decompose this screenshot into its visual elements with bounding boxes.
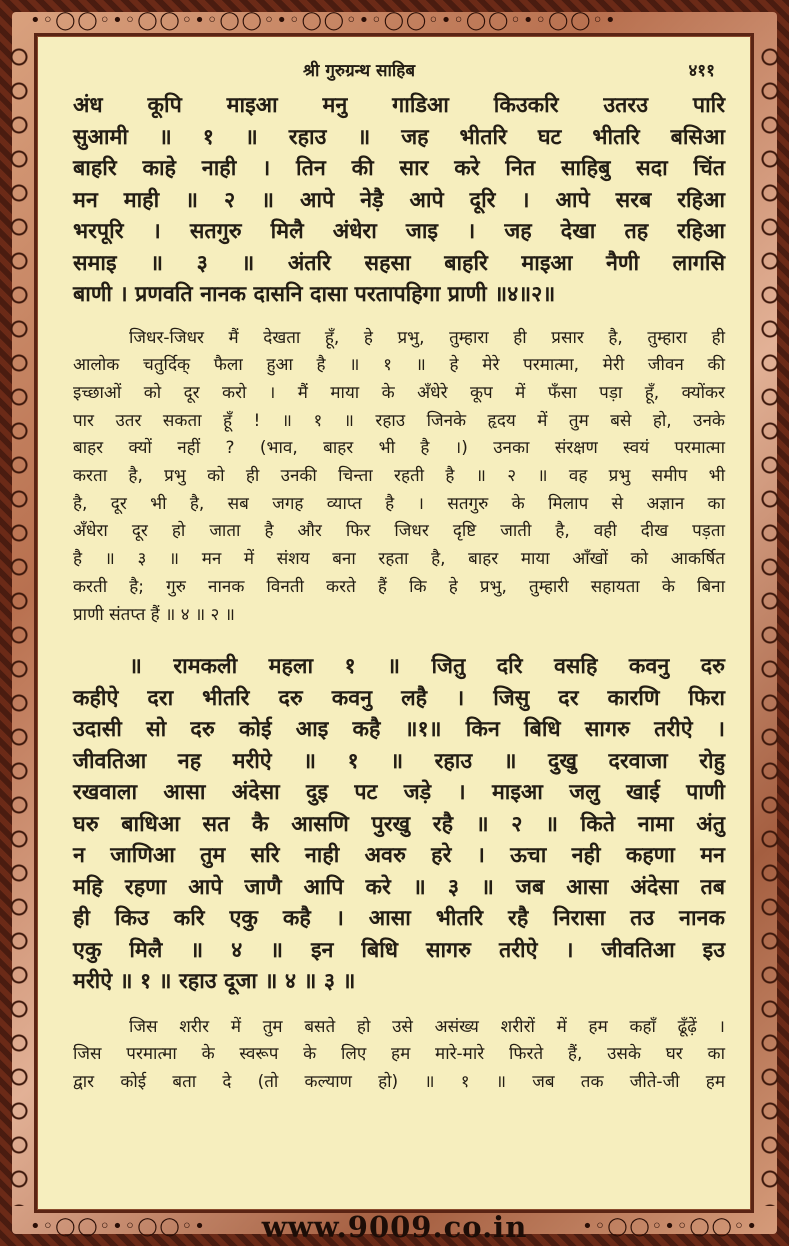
verse-line: महि रहणा आपे जाणै आपि करे ॥ ३ ॥ जब आसा अंदेसा तब — [73, 874, 725, 900]
verse-line: ॥ रामकली महला १ ॥ जितु दरि वसहि कवनु दरु — [129, 654, 725, 680]
page-number: ४११ — [688, 61, 715, 81]
verse-line: अंध कूपि माइआ मनु गाडिआ किउकरि उतरउ पारि — [73, 93, 725, 118]
verse-line: उदासी सो दरु कोई आइ कहै ॥१॥ किन बिधि सागरु तरीऐ । — [73, 717, 725, 743]
verse-line: एकु मिलै ॥ ४ ॥ इन बिधि सागरु तरीऐ । जीवतिआ इउ — [73, 937, 725, 963]
meaning-line: है, दूर भी है, सब जगह व्याप्त है । सतगुरु के मिलाप से अज्ञान का — [73, 493, 725, 514]
page-header — [73, 58, 725, 86]
meaning-line: प्राणी संतप्त हैं ॥ ४ ॥ २ ॥ — [73, 604, 235, 625]
verse-line: मरीऐ ॥ १ ॥ रहाउ दूजा ॥ ४ ॥ ३ ॥ — [73, 969, 356, 995]
meaning-line: जिस शरीर में तुम बसते हो उसे असंख्य शरीरों में हम कहाँ ढूँढ़ें । — [129, 1016, 725, 1037]
verse-line: मन माही ॥ २ ॥ आपे नेड़ै आपे दूरि । आपे सरब रहिआ — [73, 187, 725, 213]
meaning-line: जिधर-जिधर मैं देखता हूँ, हे प्रभु, तुम्हारा ही प्रसार है, तुम्हारा ही — [129, 327, 725, 348]
meaning-line: जिस परमात्मा के स्वरूप के लिए हम मारे-मारे फिरते हैं, उसके घर का — [73, 1044, 725, 1065]
verse-line: कहीऐ दरा भीतरि दरु कवनु लहै । जिसु दर कारणि फिरा — [73, 685, 725, 711]
meaning-block-1 — [73, 325, 725, 630]
right-ornament — [759, 40, 781, 1206]
top-ornament-pattern: •◦◯◯◦•◦◯◯◦•◦◯◯◦•◦◯◯◦•◦◯◯◦•◦◯◯◦•◦◯◯◦• — [30, 9, 618, 31]
left-ornament — [8, 40, 30, 1206]
scripture-page — [37, 36, 751, 1210]
verse-line: ही किउ करि एकु कहै । आसा भीतरि रहै निरासा तउ नानक — [73, 906, 725, 932]
meaning-line: द्वार कोई बता दे (तो कल्याण हो) ॥ १ ॥ जब तक जीते-जी हम — [73, 1072, 725, 1093]
verse-line: न जाणिआ तुम सरि नाही अवरु हरे । ऊचा नही कहणा मन — [73, 843, 725, 869]
meaning-line: आलोक चतुर्दिक् फैला हुआ है ॥ १ ॥ हे मेरे परमात्मा, मेरी जीवन की — [73, 355, 725, 376]
verse-line: घरु बाधिआ सत कै आसणि पुरखु रहै ॥ २ ॥ किते नामा अंतु — [73, 811, 725, 837]
verse-line: बाणी । प्रणवति नानक दासनि दासा परतापहिगा प्राणी ॥४॥२॥ — [73, 282, 556, 307]
website-url[interactable]: www.9009.co.in — [261, 1210, 528, 1244]
meaning-line: बाहर क्यों नहीं ? (भाव, बाहर भी है ।) उनका संरक्षण स्वयं परमात्मा — [73, 438, 725, 459]
meaning-line: करती है; गुरु नानक विनती करते हैं कि हे प्रभु, तुम्हारी सहायता के बिना — [73, 576, 725, 597]
top-ornament — [30, 6, 759, 34]
meaning-line: अँधेरा दूर हो जाता है और फिर जिधर दृष्टि जाती है, वही दीख पड़ता — [73, 521, 725, 542]
meaning-line: करता है, प्रभु को ही उनकी चिन्ता रहती है ॥ २ ॥ वह प्रभु समीप भी — [73, 466, 725, 487]
meaning-line: है ॥ ३ ॥ मन में संशय बना रहता है, बाहर माया आँखों को आकर्षित — [73, 549, 725, 570]
meaning-line: इच्छाओं को दूर करो । मैं माया के अँधेरे कूप में फँसा पड़ा हूँ, क्योंकर — [73, 382, 725, 403]
verse-line: जीवतिआ नह मरीऐ ॥ १ ॥ रहाउ ॥ दुखु दरवाजा रोहु — [73, 748, 725, 774]
page-title: श्री गुरुग्रन्थ साहिब — [303, 61, 416, 81]
verse-line: सुआमी ॥ १ ॥ रहाउ ॥ जह भीतरि घट भीतरि बसिआ — [73, 124, 725, 150]
verse-line: समाइ ॥ ३ ॥ अंतरि सहसा बाहरि माइआ नैणी लागसि — [73, 250, 725, 276]
meaning-line: पार उतर सकता हूँ ! ॥ १ ॥ रहाउ जिनके हृदय में तुम बसे हो, उनके — [73, 410, 725, 431]
verse-block-2 — [73, 651, 725, 998]
verse-line: बाहरि काहे नाही । तिन की सार करे नित साहिबु सदा चिंत — [73, 156, 725, 181]
meaning-block-2 — [73, 1014, 725, 1097]
bottom-ornament-left: •◦◯◯◦•◦◯◯◦• — [30, 1215, 207, 1237]
verse-line: भरपूरि । सतगुरु मिलै अंधेरा जाइ । जह देखा तह रहिआ — [73, 219, 725, 244]
bottom-ornament-right: •◦◯◯◦•◦◯◯◦• — [582, 1215, 759, 1237]
verse-block-1 — [73, 90, 725, 311]
verse-line: रखवाला आसा अंदेसा दुइ पट जड़े । माइआ जलु खाई पाणी — [73, 780, 725, 806]
